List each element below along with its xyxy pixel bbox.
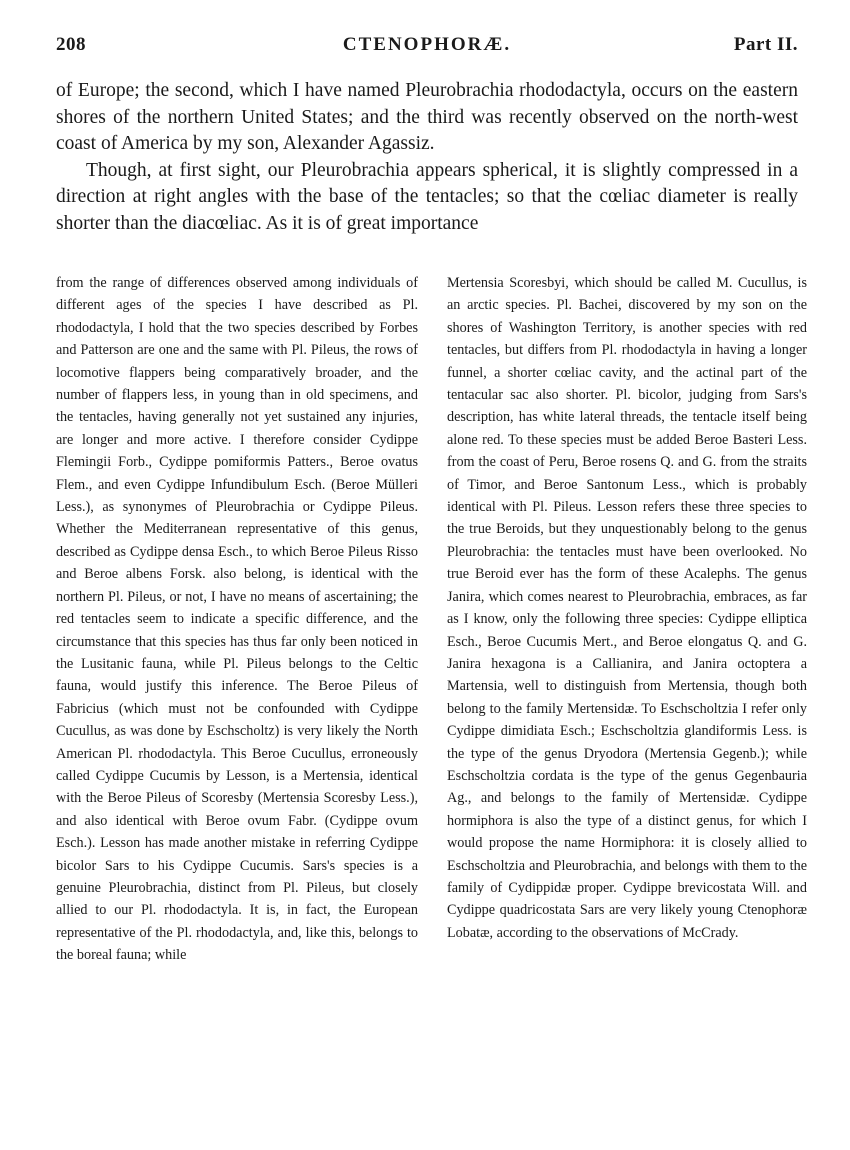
footnote-column-left [56,272,418,967]
footnote-column-right [447,272,807,944]
running-title: CTENOPHORÆ. [342,34,512,55]
page-number: 208 [56,34,86,55]
body-paragraph: Though, at first sight, our Pleurobrachia appears spherical, it is slightly compressed in a direction at right angles with the base of the tentacles; so that the cœliac diameter is really shorter than the diacœliac. As it is of great importance [56,159,798,234]
body-text [56,78,798,237]
footnote-text-left: from the range of differences observed among individuals of different ages of the species I have described as Pl. rhododactyla, I hold that the two species described by Forbes and Patterson are one and the same with Pl. Pileus, the rows of locomotive flappers being comparatively broader, and the number of flappers less, in young than in old specimens, and the tentacles, having generally not yet sustained any injuries, are longer and more active. I therefore consider Cydippe Flemingii Forb., Cydippe pomiformis Patters., Beroe ovatus Flem., and even Cydippe Infundibulum Esch. (Beroe Mülleri Less.), as synonymes of Pleurobrachia or Cydippe Pileus. Whether the Mediterranean representative of this genus, described as Cydippe densa Esch., to which Beroe Pileus Risso and Beroe albens Forsk. also belong, is identical with the northern Pl. Pileus, or not, I have no means of ascertaining; the red tentacles seem to indicate a specific difference, and the circumstance that this species has thus far only been noticed in the Lusitanic fauna, while Pl. Pileus belongs to the Celtic fauna, would justify this inference. The Beroe Pileus of Fabricius (which must not be confounded with Cydippe Cucullus, as was done by Eschscholtz) is very likely the North American Pl. rhododactyla. This Beroe Cucullus, erroneously called Cydippe Cucumis by Lesson, is a Mertensia, identical with the Beroe Pileus of Scoresby (Mertensia Scoresby Less.), and also identical with Beroe ovum Fabr. (Cydippe ovum Esch.). Lesson has made another mistake in referring Cydippe bicolor Sars to his Cydippe Cucumis. Sars's species is a genuine Pleurobrachia, distinct from Pl. Pileus, but closely allied to our Pl. rhododactyla. It is, in fact, the European representative of the Pl. rhododactyla, and, like this, belongs to the boreal fauna; while [56,275,418,964]
part-label: Part II. [733,34,798,55]
body-paragraph-continuation: of Europe; the second, which I have named Pleurobrachia rhododactyla, occurs on the eastern shores of the northern United States; and the third was recently observed on the north-west coast of America by my son, Alexander Agassiz. [56,80,798,154]
running-header [56,34,798,62]
footnote-text-right: Mertensia Scoresbyi, which should be called M. Cucullus, is an arctic species. Pl. Bachei, discovered by my son on the shores of Washington Territory, is another species with red tentacles, but differs from Pl. rhododactyla in having a longer funnel, a shorter cœliac cavity, and the actinal part of the tentacular sac also shorter. Pl. bicolor, judging from Sars's description, has white lateral threads, the tentacle itself being alone red. To these species must be added Beroe Basteri Less. from the coast of Peru, Beroe rosens Q. and G. from the straits of Timor, and Beroe Santonum Less., which is probably identical with Pl. Pileus. Lesson refers these three species to the true Beroids, but they unquestionably belong to the genus Pleurobrachia: the tentacles must have been overlooked. No true Beroid ever has the form of these Acalephs. The genus Janira, which comes nearest to Pleurobrachia, embraces, as far as I know, only the following three species: Cydippe elliptica Esch., Beroe Cucumis Mert., and Beroe elongatus Q. and G. Janira hexagona is a Callianira, and Janira octoptera a Martensia, well to distinguish from Mertensia, though both belong to the family Mertensidæ. To Eschscholtzia I refer only Cydippe dimidiata Esch.; Eschscholtzia glandiformis Less. is the type of the genus Dryodora (Mertensia Gegenb.); while Eschscholtzia cordata is the type of the genus Gegenbauria Ag., and belongs to the family of Mertensidæ. Cydippe hormiphora is also the type of a distinct genus, for which I would propose the name Hormiphora: it is closely allied to Eschscholtzia and Pleurobrachia, and belongs with them to the family of Cydippidæ proper. Cydippe brevicostata Will. and Cydippe quadricostata Sars are very likely young Ctenophoræ Lobatæ, according to the observations of McCrady. [447,275,807,941]
